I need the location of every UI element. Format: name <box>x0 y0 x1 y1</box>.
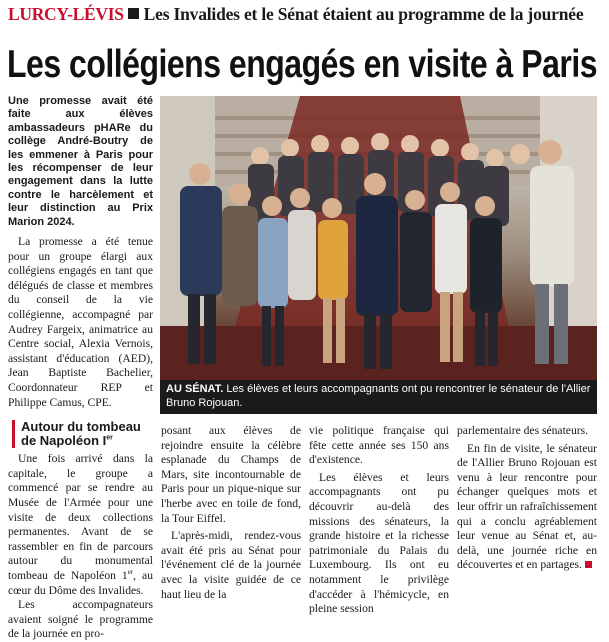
article-column-3 <box>309 424 449 617</box>
caption-text: Les élèves et leurs accompagnants ont pu rencontrer le sénateur de l'Allier Bruno Rojouan. <box>166 383 591 409</box>
caption-tag: AU SÉNAT. <box>166 383 224 395</box>
col1-paragraph-2: Une fois arrivé dans la capitale, le groupe a commencé par se rendre au Musée de l'Armée pour une visite de deux collections permanentes. Avant de se rassembler en fin de parcours autour du monumental tombeau de Napoléon 1er, au cœur du Dôme des Invalides. <box>8 452 153 597</box>
kicker-location: LURCY-LÉVIS <box>8 4 124 24</box>
col2-paragraph-1: posant aux élèves de rejoindre ensuite la célèbre esplanade du Champs de Mars, site incontournable de Paris pour un pique-nique sur l'herbe avec en toile de fond, la Tour Eiffel. <box>161 424 301 525</box>
article-lead: Une promesse avait été faite aux élèves ambassadeurs pHARe du collège André-Boutry de les emmener à Paris pour les récompenser de leur engagement dans la lutte contre le harcèlement et leur distinction au Prix Marion 2024. <box>8 95 153 228</box>
col3-paragraph-1: vie politique française qui fête cette année ses 150 ans d'existence. <box>309 424 449 467</box>
col1-paragraph-3: Les accompagnateurs avaient soigné le programme de la journée en pro- <box>8 598 153 641</box>
kicker-square-icon <box>128 8 139 19</box>
article-column-2 <box>161 424 301 602</box>
end-of-article-icon <box>585 561 592 568</box>
subhead-line-1: Autour du tombeau <box>21 419 141 435</box>
col3-paragraph-2: Les élèves et leurs accompagnants ont pu découvrir au-delà des missions des sénateurs, la grande histoire et la richesse patrimoniale du Palais du Luxembourg. Ils ont eu notamment le privilège d'accéder à l'hémicycle, en pleine session <box>309 470 449 616</box>
article-column-1 <box>8 95 153 642</box>
article-column-4 <box>457 424 597 573</box>
col4-paragraph-2: En fin de visite, le sénateur de l'Allier Bruno Rojouan est venu à leur rencontre pour échanger quelques mots et leur offrir un rafraîchissement qui a conclu agréablement leur venue au Sénat et, au-delà, une journée riche en découvertes et en partages. <box>457 441 597 572</box>
subhead-line-2: de Napoléon Ier <box>21 433 113 449</box>
group-photo-illustration <box>160 96 597 380</box>
article-subhead <box>12 420 153 448</box>
article-kicker <box>8 4 603 25</box>
col4-paragraph-1: parlementaire des sénateurs. <box>457 424 589 437</box>
col1-paragraph-1: La promesse a été tenue pour un groupe élargi aux collégiens engagés en tant que délégués de classe et membres du conseil de la vie collégienne, accompagné par Audrey Fargeix, animatrice au Centre social, Alexia Vernois, assistant d'éducation (AED), Jean Baptiste Bachelier, Coordonnateur REP et Philippe Camus, CPE. <box>8 235 153 409</box>
photo-caption <box>160 380 597 414</box>
article-photo <box>160 96 597 380</box>
col2-paragraph-2: L'après-midi, rendez-vous avait été pris au Sénat pour l'événement clé de la journée avec la visite guidée de ce haut lieu de la <box>161 529 301 601</box>
kicker-text: Les Invalides et le Sénat étaient au programme de la journée <box>143 4 584 24</box>
article-headline: Les collégiens engagés en visite à Paris <box>7 43 598 86</box>
